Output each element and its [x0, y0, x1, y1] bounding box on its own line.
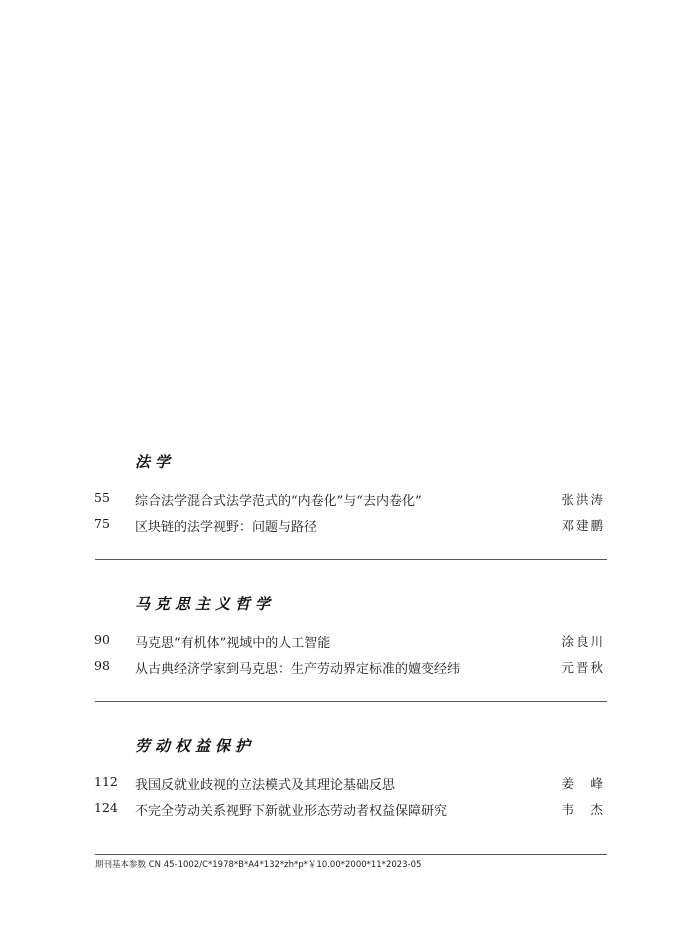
- article-title: 区块链的法学视野：问题与路径: [135, 520, 318, 535]
- toc-entry[interactable]: [0, 658, 700, 678]
- article-author: 张洪涛: [561, 492, 605, 507]
- article-author: 邓建鹏: [561, 518, 605, 533]
- page-number: 90: [94, 632, 110, 647]
- footer-divider: [95, 854, 607, 855]
- article-title: 我国反就业歧视的立法模式及其理论基础反思: [135, 778, 396, 793]
- article-title: 不完全劳动关系视野下新就业形态劳动者权益保障研究: [135, 804, 448, 819]
- toc-entry[interactable]: [0, 774, 700, 794]
- page-number: 98: [94, 658, 110, 673]
- page-number: 112: [94, 774, 118, 789]
- section-divider: [95, 701, 607, 702]
- journal-parameters: 期刊基本参数 CN 45-1002/C*1978*B*A4*132*zh*p*￥10.00*2000*11*2023-05: [95, 860, 422, 870]
- page-number: 124: [94, 800, 118, 815]
- article-author: 韦 杰: [561, 802, 605, 817]
- page-number: 75: [94, 516, 110, 531]
- toc-entry[interactable]: [0, 632, 700, 652]
- page-number: 55: [94, 490, 110, 505]
- section-divider: [95, 559, 607, 560]
- article-author: 姜 峰: [561, 776, 605, 791]
- article-title: 综合法学混合式法学范式的“内卷化”与“去内卷化”: [135, 494, 422, 509]
- article-title: 从古典经济学家到马克思：生产劳动界定标准的嬗变经纬: [135, 662, 461, 677]
- section-title: 劳动权益保护: [135, 737, 256, 755]
- article-title: 马克思“有机体”视域中的人工智能: [135, 636, 331, 651]
- article-author: 元晋秋: [561, 660, 605, 675]
- section-title: 马克思主义哲学: [135, 595, 276, 613]
- toc-entry[interactable]: [0, 800, 700, 820]
- article-author: 涂良川: [561, 634, 605, 649]
- toc-entry[interactable]: [0, 516, 700, 536]
- section-title: 法学: [135, 453, 176, 471]
- toc-entry[interactable]: [0, 490, 700, 510]
